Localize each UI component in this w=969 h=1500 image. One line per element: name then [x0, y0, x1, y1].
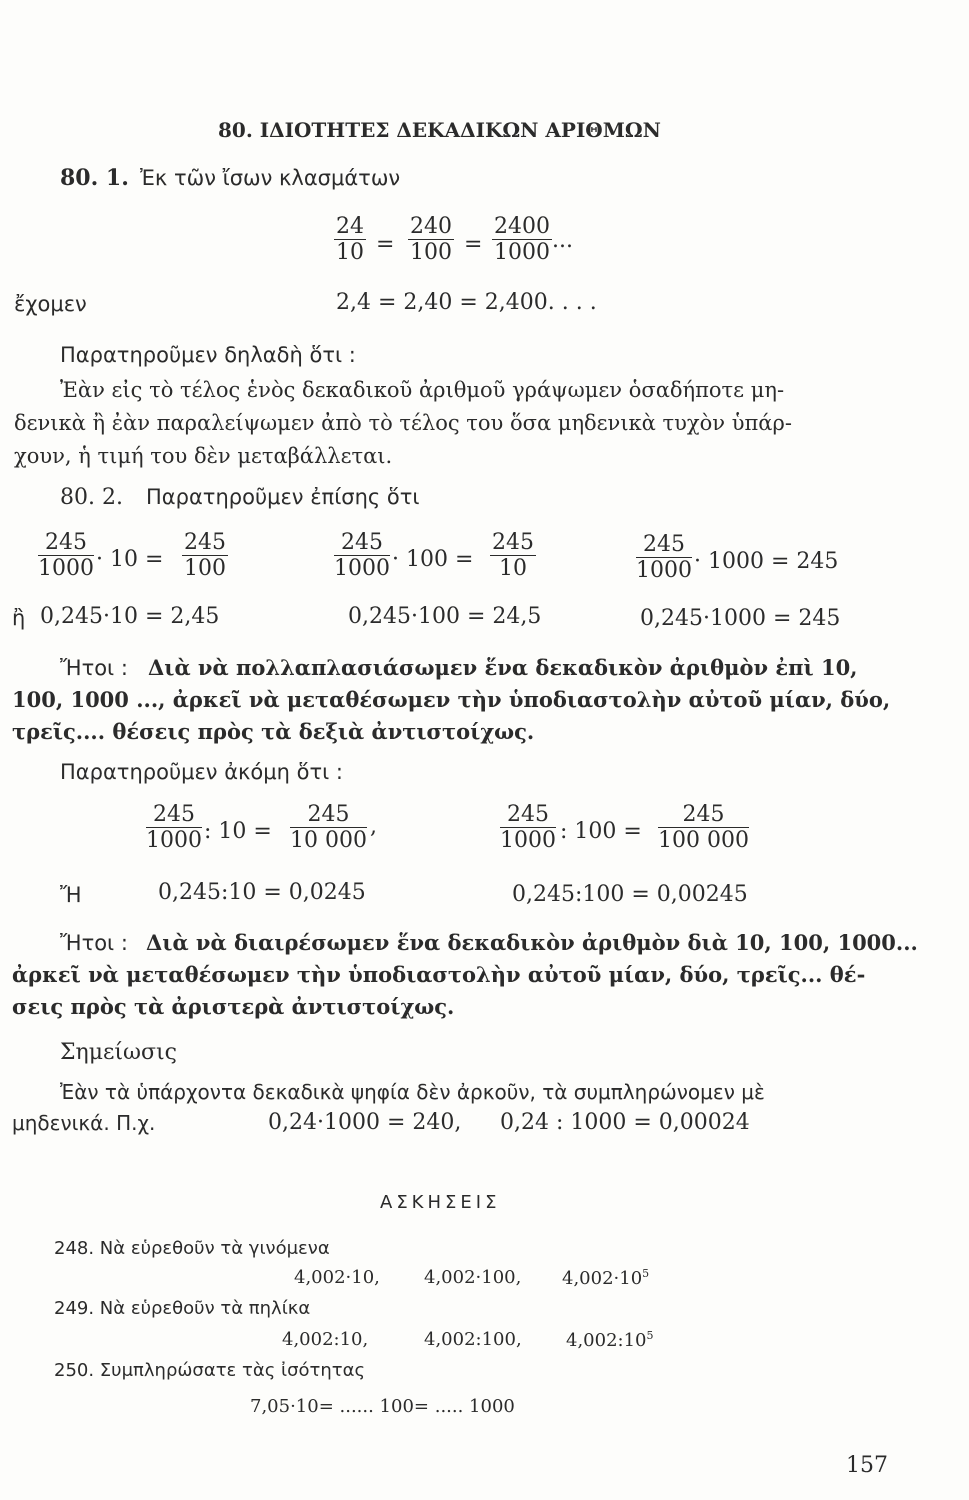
fraction: $\frac{245}{1000}$ — [636, 532, 692, 584]
equals-sign: = — [376, 232, 395, 257]
section-title: 80. ΙΔΙΟΤΗΤΕΣ ΔΕΚΑΔΙΚΩΝ ΑΡΙΘΜΩΝ — [218, 118, 661, 142]
fraction: $\frac{240}{100}$ — [410, 214, 452, 266]
exercise-expression: 4,002·10, — [294, 1267, 380, 1288]
fraction: $\frac{245}{100}$ — [184, 530, 226, 582]
exercise-expression: 4,002·100, — [424, 1267, 522, 1288]
rule-intro: Ἤτοι : — [60, 656, 128, 680]
decimal-product: 0,245·100 = 24,5 — [348, 604, 542, 629]
or-label: Ἤ — [60, 883, 82, 907]
separator: , — [370, 814, 377, 839]
rule-intro: Ἤτοι : — [60, 931, 128, 955]
rule-line: 100, 1000 ..., ἀρκεῖ νὰ μεταθέσωμεν τὴν ὑποδιαστολὴν αὐτοῦ μίαν, δύο, — [12, 687, 891, 712]
operation: : 100 = — [560, 819, 642, 844]
subsection-intro: Παρατηροῦμεν ἐπίσης ὅτι — [146, 485, 420, 509]
exercise-label: 250. Συμπληρώσατε τὰς ἰσότητας — [54, 1360, 366, 1381]
equals-sign: = — [464, 232, 483, 257]
exercise-label: 249. Νὰ εὑρεθοῦν τὰ πηλίκα — [54, 1298, 311, 1319]
fraction: $\frac{245}{100 000}$ — [658, 802, 749, 854]
exercise-expression: $4,002:10^5$ — [566, 1329, 654, 1351]
decimal-product: 0,245·1000 = 245 — [640, 606, 841, 631]
note-example: 0,24 : 1000 = 0,00024 — [500, 1110, 750, 1135]
exercises-heading: ΑΣΚΗΣΕΙΣ — [380, 1192, 501, 1213]
fraction: $\frac{245}{10 000}$ — [290, 802, 367, 854]
observe-text: Παρατηροῦμεν δηλαδὴ ὅτι : — [60, 343, 356, 367]
fraction: $\frac{245}{1000}$ — [38, 530, 94, 582]
rule-line: Διὰ νὰ διαιρέσωμεν ἕνα δεκαδικὸν ἀριθμὸν διὰ 10, 100, 1000... — [146, 930, 918, 955]
note-heading: Σημείωσις — [60, 1040, 177, 1065]
page-number: 157 — [846, 1453, 888, 1478]
observe-text: Παρατηροῦμεν ἀκόμη ὅτι : — [60, 760, 343, 784]
operation: · 10 = — [96, 547, 164, 572]
exercise-expression: 4,002:100, — [424, 1329, 522, 1350]
decimal-product: 0,245·10 = 2,45 — [40, 604, 220, 629]
exercise-expression: $4,002\cdot 10^5$ — [562, 1267, 650, 1289]
decimal-quotient: 0,245:100 = 0,00245 — [512, 882, 748, 907]
have-label: ἔχομεν — [14, 292, 87, 316]
rule-line: ἀρκεῖ νὰ μεταθέσωμεν τὴν ὑποδιαστολὴν αὐτοῦ μίαν, δύο, τρεῖς... θέ- — [12, 962, 866, 987]
decimal-equalities: 2,4 = 2,40 = 2,400. . . . — [336, 290, 597, 315]
fraction: $\frac{245}{1000}$ — [334, 530, 390, 582]
fraction: $\frac{24}{10}$ — [336, 214, 364, 266]
note-line: Ἐὰν τὰ ὑπάρχοντα δεκαδικὰ ψηφία δὲν ἀρκοῦν, τὰ συμπληρώνομεν μὲ — [60, 1080, 765, 1104]
exercise-expression: 7,05·10= ...... 100= ..... 1000 — [250, 1396, 515, 1417]
subsection-intro: Ἐκ τῶν ἴσων κλασμάτων — [140, 166, 401, 190]
rule-line: χουν, ἡ τιμή του δὲν μεταβάλλεται. — [14, 444, 393, 468]
fraction: $\frac{245}{1000}$ — [146, 802, 202, 854]
rule-line: τρεῖς.... θέσεις πρὸς τὰ δεξιὰ ἀντιστοίχως. — [12, 719, 535, 744]
fraction: $\frac{245}{1000}$ — [500, 802, 556, 854]
rule-line: Διὰ νὰ πολλαπλασιάσωμεν ἕνα δεκαδικὸν ἀριθμὸν ἐπὶ 10, — [148, 655, 858, 680]
ellipsis: ... — [552, 228, 573, 253]
rule-line: Ἐὰν εἰς τὸ τέλος ἑνὸς δεκαδικοῦ ἀριθμοῦ γράψωμεν ὁσαδήποτε μη- — [60, 378, 785, 402]
exercise-label: 248. Νὰ εὑρεθοῦν τὰ γινόμενα — [54, 1238, 330, 1259]
note-example: 0,24·1000 = 240, — [268, 1110, 462, 1135]
fraction: $\frac{2400}{1000}$ — [494, 214, 550, 266]
operation: · 100 = — [392, 547, 474, 572]
rule-line: σεις πρὸς τὰ ἀριστερὰ ἀντιστοίχως. — [12, 994, 455, 1019]
fraction: $\frac{245}{10}$ — [492, 530, 534, 582]
decimal-quotient: 0,245:10 = 0,0245 — [158, 880, 366, 905]
subsection-number: 80. 1. — [60, 165, 129, 191]
subsection-number: 80. 2. — [60, 485, 123, 510]
operation: : 10 = — [204, 819, 272, 844]
or-label: ἢ — [12, 606, 26, 630]
operation: · 1000 = 245 — [694, 549, 839, 574]
exercise-expression: 4,002:10, — [282, 1329, 369, 1350]
rule-line: δενικὰ ἢ ἐὰν παραλείψωμεν ἀπὸ τὸ τέλος του ὅσα μηδενικὰ τυχὸν ὑπάρ- — [14, 411, 792, 435]
note-line: μηδενικά. Π.χ. — [12, 1111, 156, 1135]
